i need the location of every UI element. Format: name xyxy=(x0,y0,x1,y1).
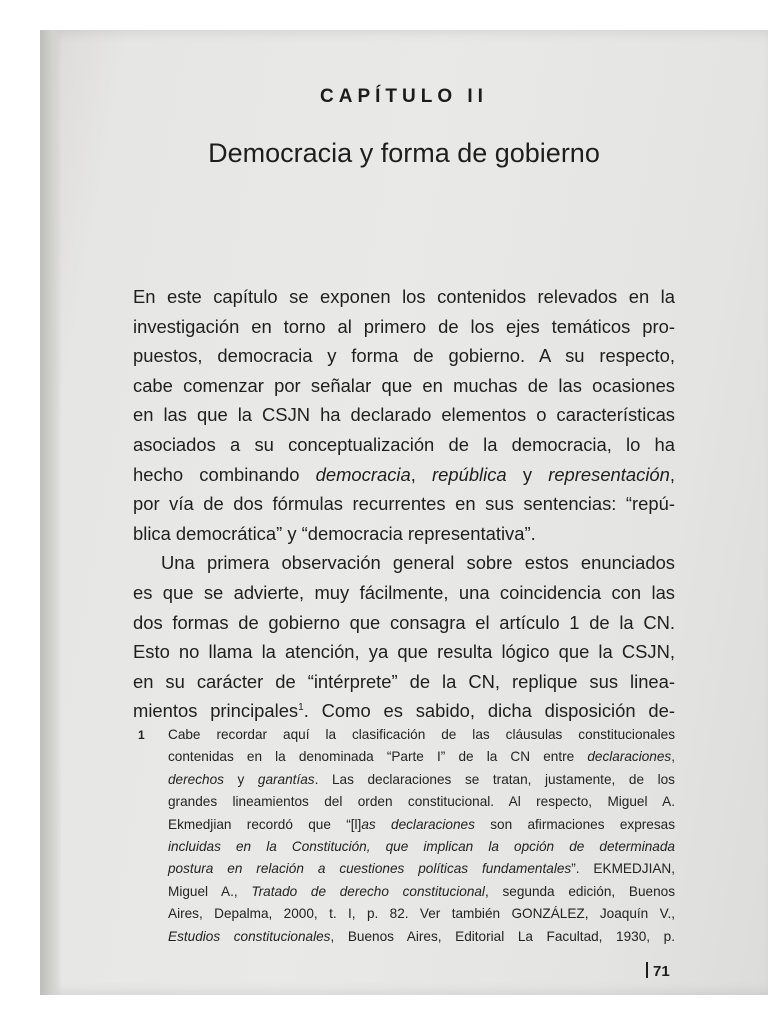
footnote-line: incluidas en la Constitución, que implican la opción de determinada xyxy=(168,838,675,854)
footnote-line: Aires, Depalma, 2000, t. I, p. 82. Ver también GONZÁLEZ, Joaquín V., xyxy=(168,906,675,922)
footnote-line: contenidas en la denominada “Parte I” de la CN entre declaraciones, xyxy=(168,749,675,765)
text-line: En este capítulo se exponen los contenidos relevados en la xyxy=(133,286,675,307)
page-number: 71 xyxy=(646,962,670,980)
footnote-line: Cabe recordar aquí la clasificación de las cláusulas constitucionales xyxy=(168,727,675,742)
footnote-line: Estudios constitucionales, Buenos Aires, Editorial La Facultad, 1930, p. xyxy=(168,928,676,944)
italic-term: democracia xyxy=(315,463,411,485)
chapter-label: CAPÍTULO II xyxy=(320,86,488,107)
text-line: puestos, democracia y forma de gobierno. A su respecto, xyxy=(133,345,675,367)
footnote-line: Ekmedjian recordó que “[l]as declaraciones son afirmaciones expresas xyxy=(168,816,676,832)
footnote-line: grandes lineamientos del orden constitucional. Al respecto, Miguel A. xyxy=(168,794,675,810)
body-text xyxy=(133,282,675,726)
text-line: asociados a su conceptualización de la democracia, lo ha xyxy=(133,433,675,455)
text-line: en las que la CSJN ha declarado elementos o características xyxy=(133,404,675,426)
footnote-line: postura en relación a cuestiones políticas fundamentales”. EKMEDJIAN, xyxy=(168,861,676,877)
chapter-title: Democracia y forma de gobierno xyxy=(208,138,600,168)
text-line: cabe comenzar por señalar que en muchas de las ocasiones xyxy=(133,374,675,396)
text-line: blica democrática” y “democracia representativa”. xyxy=(133,522,536,544)
text-line: por vía de dos fórmulas recurrentes en sus sentencias: “repú- xyxy=(133,493,675,515)
footnote-line: derechos y garantías. Las declaraciones se tratan, justamente, de los xyxy=(168,771,675,787)
folio-bar xyxy=(646,962,648,978)
footnote-text xyxy=(168,724,675,948)
text-line: Esto no llama la atención, ya que resulta lógico que la CSJN, xyxy=(133,641,675,663)
footnote-reference[interactable]: 1 xyxy=(298,702,304,714)
text-line: en su carácter de “intérprete” de la CN, replique sus linea- xyxy=(133,670,675,692)
footnote-line: Miguel A., Tratado de derecho constitucional, segunda edición, Buenos xyxy=(168,883,676,899)
book-gutter xyxy=(40,30,62,995)
footnote-number: 1 xyxy=(138,728,145,742)
text-line: mientos principales$^1$. Como es sabido, dicha disposición de- xyxy=(133,700,675,722)
text-line: hecho combinando democracia, república y representación, xyxy=(133,463,675,485)
italic-term: representación xyxy=(548,463,670,485)
text-line: investigación en torno al primero de los ejes temáticos pro- xyxy=(133,315,675,337)
text-line: Una primera observación general sobre estos enunciados xyxy=(161,552,675,574)
italic-term: república xyxy=(432,463,507,485)
text-line: es que se advierte, muy fácilmente, una coincidencia con las xyxy=(133,581,675,603)
text-line: dos formas de gobierno que consagra el artículo 1 de la CN. xyxy=(133,611,675,633)
